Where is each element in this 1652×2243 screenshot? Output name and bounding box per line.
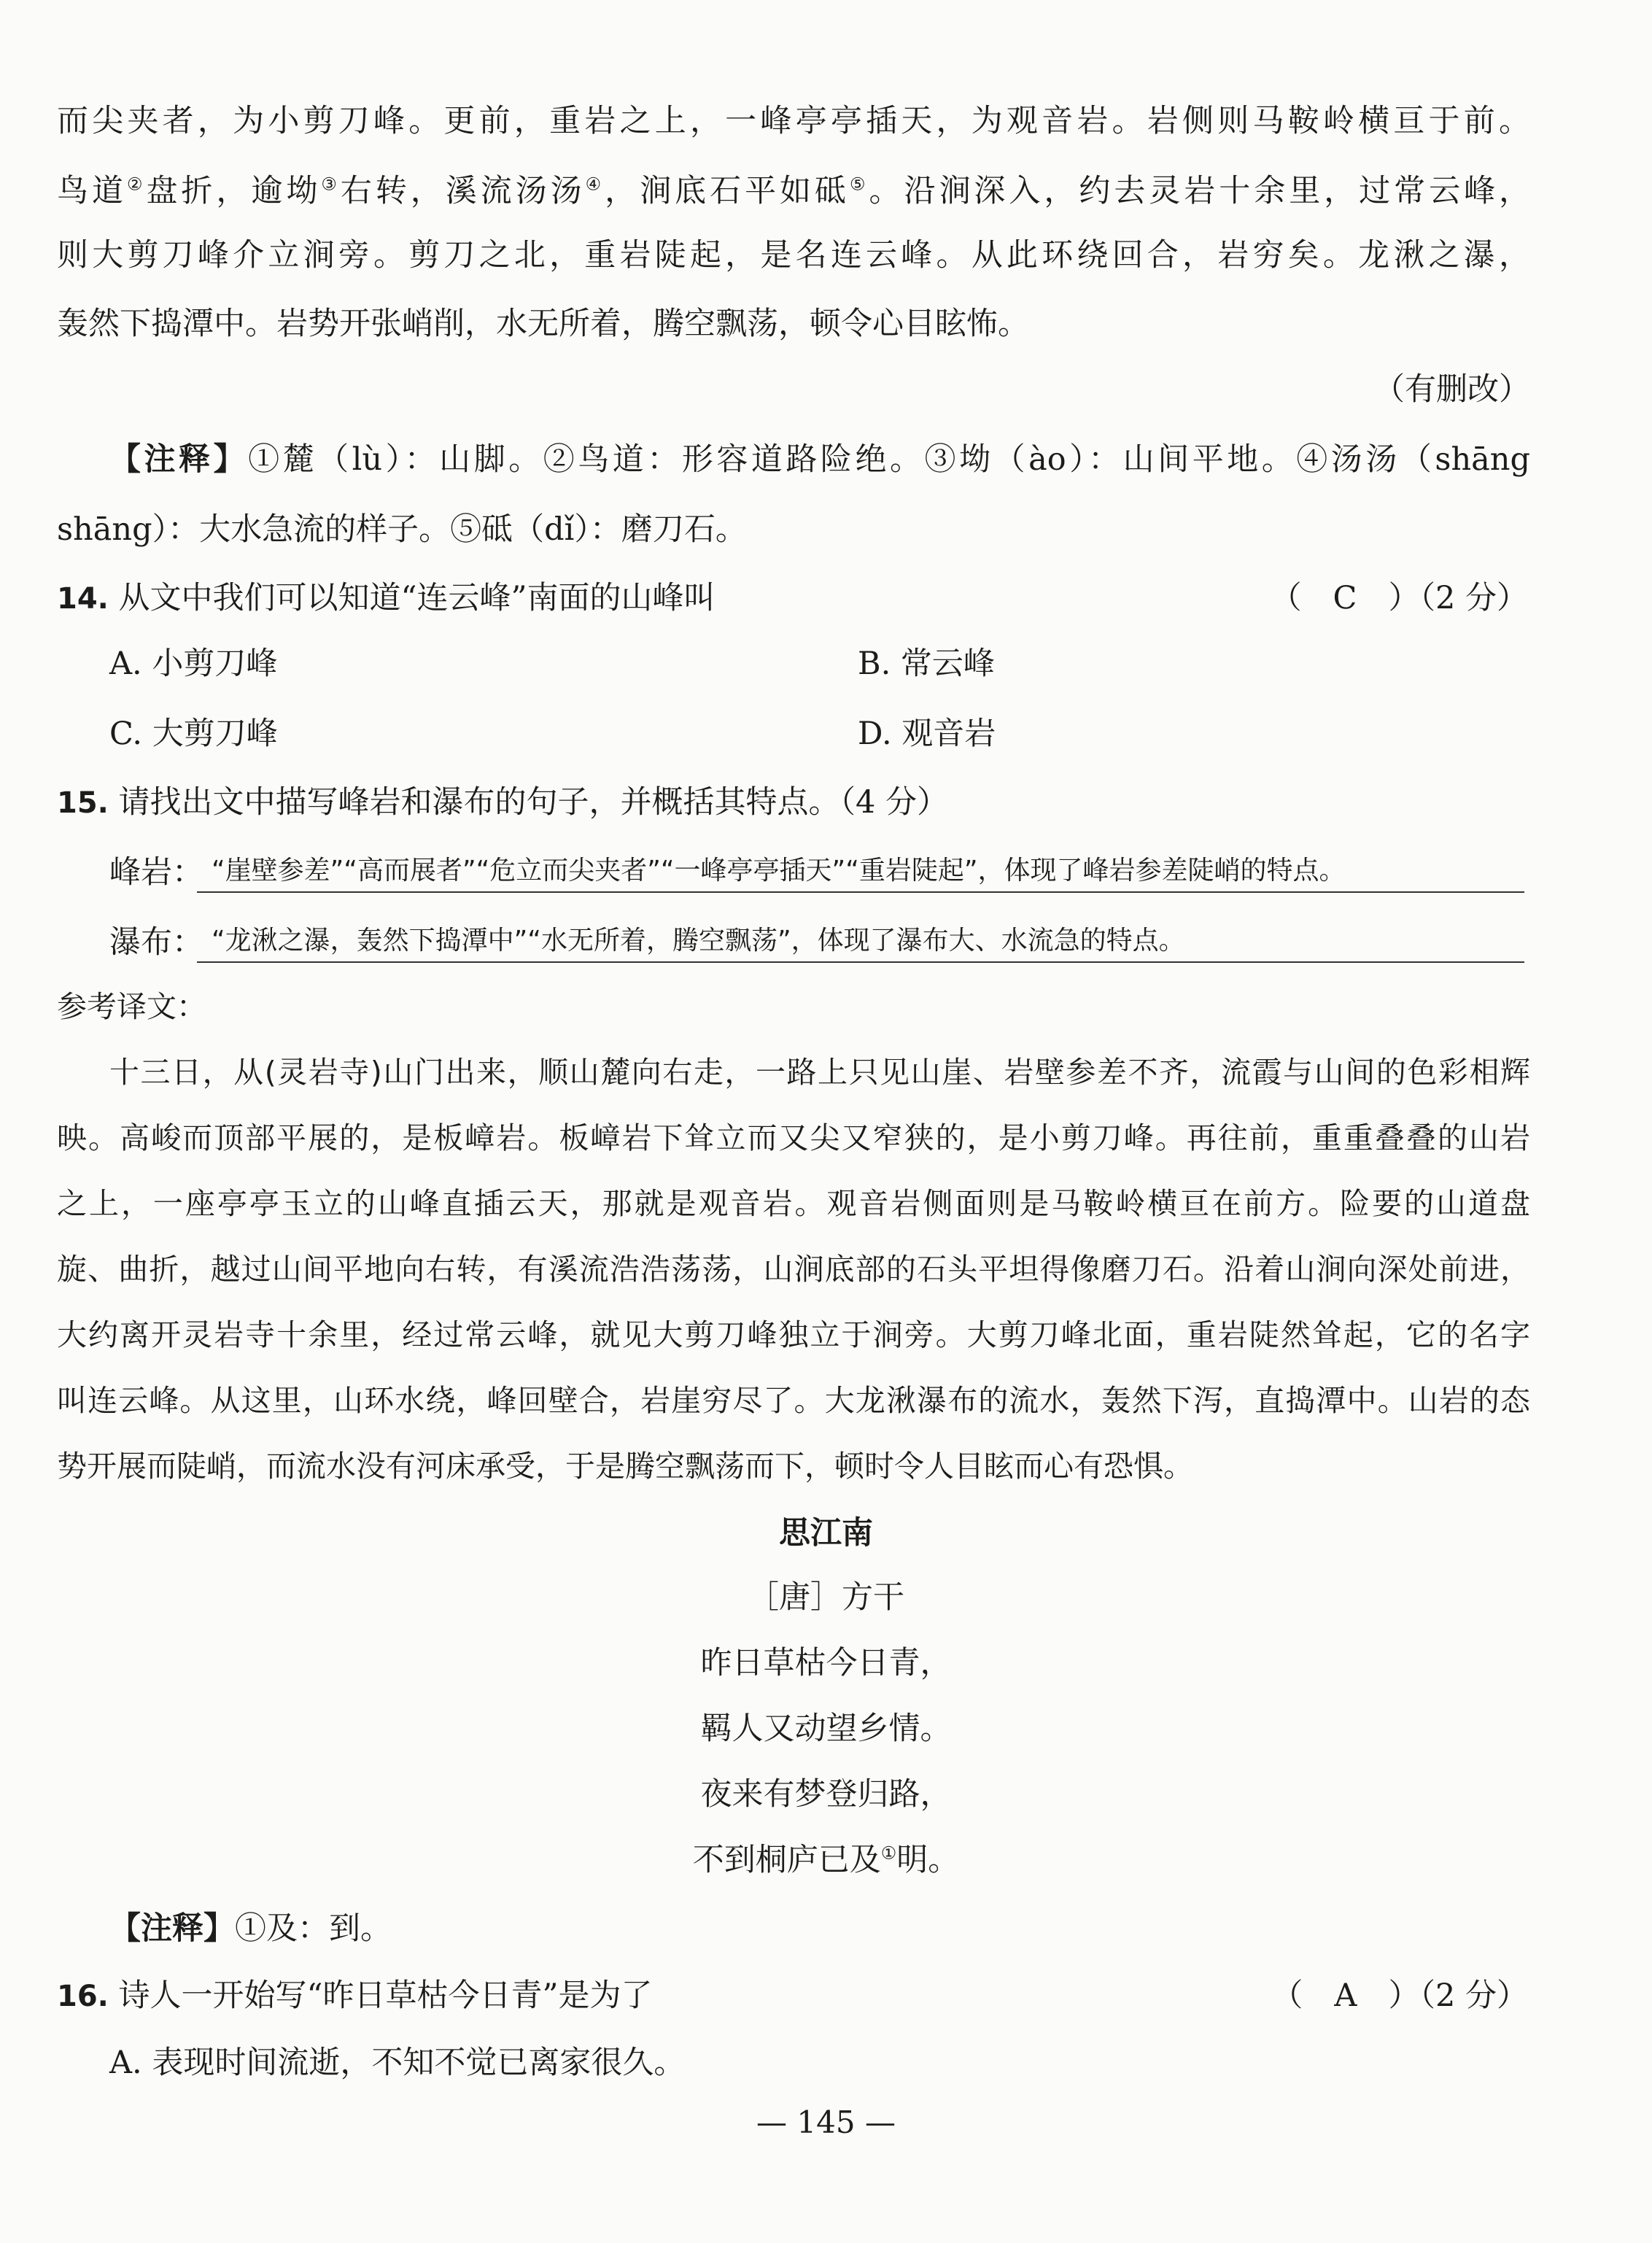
question-16-answer: （ A ）（2 分） <box>1271 1977 1528 2014</box>
question-15-answer-waterfall: “龙湫之瀑，轰然下捣潭中”“水无所着，腾空飘荡”，体现了瀑布大、水流急的特点。 <box>197 921 1524 963</box>
footnote-mark-4: ④ <box>585 174 605 195</box>
poem-notes-label: 【注释】 <box>109 1910 235 1947</box>
poem-notes-text: ①及：到。 <box>235 1910 392 1947</box>
passage-line-1: 而尖夹者，为小剪刀峰。更前，重岩之上，一峰亭亭插天，为观音岩。岩侧则马鞍岭横亘于前。 <box>57 103 1530 139</box>
question-15-number: 15. <box>57 786 109 820</box>
question-15-text: 请找出文中描写峰岩和瀑布的句子，并概括其特点。（4 分） <box>118 784 949 821</box>
poem-line-3: 夜来有梦登归路， <box>700 1776 952 1813</box>
notes-label: 【注释】 <box>109 441 249 478</box>
passage-line-3: 则大剪刀峰介立涧旁。剪刀之北，重岩陡起，是名连云峰。从此环绕回合，岩穷矣。龙湫之瀑， <box>57 237 1530 274</box>
poem-line-1: 昨日草枯今日青， <box>700 1645 952 1681</box>
translation-heading: 参考译文： <box>57 989 206 1024</box>
question-14-answer: （ C ）（2 分） <box>1270 580 1528 616</box>
page-footer <box>0 2101 1652 2145</box>
translation-line-1: 十三日，从(灵岩寺)山门出来，顺山麓向右走，一路上只见山崖、岩壁参差不齐，流霞与山间的色彩相辉 <box>109 1055 1530 1090</box>
question-14-number: 14. <box>57 582 109 616</box>
footnote-mark-5: ⑤ <box>850 174 869 195</box>
translation-line-3: 之上，一座亭亭玉立的山峰直插云天，那就是观音岩。观音岩侧面则是马鞍岭横亘在前方。险要的山道盘 <box>57 1186 1530 1221</box>
footer-dash-right: — <box>864 2104 896 2140</box>
poem-line-4-end: 明。 <box>896 1842 960 1878</box>
question-14-option-b: B. 常云峰 <box>858 646 995 682</box>
poem-title: 思江南 <box>779 1515 873 1551</box>
passage-line-2-seg-2: 盘折，逾坳 <box>146 173 322 209</box>
question-15-answer-row-2 <box>109 921 1185 964</box>
footnote-mark-2: ② <box>126 174 147 195</box>
question-14 <box>57 576 716 621</box>
translation-line-2: 映。高峻而顶部平展的，是板嶂岩。板嶂岩下耸立而又尖又窄狭的，是小剪刀峰。再往前，重重叠叠的山岩 <box>57 1120 1530 1155</box>
footer-dash-left: — <box>756 2104 788 2140</box>
question-16-number: 16. <box>57 1980 109 2013</box>
passage-line-2-seg-5: 。沿涧深入，约去灵岩十余里，过常云峰， <box>869 173 1531 209</box>
question-16-text: 诗人一开始写“昨日草枯今日青”是为了 <box>118 1977 653 2014</box>
question-14-option-a: A. 小剪刀峰 <box>109 646 278 682</box>
passage-line-4: 轰然下捣潭中。岩势开张峭削，水无所着，腾空飘荡，顿令心目眩怖。 <box>57 306 1029 342</box>
passage-notes-line-1 <box>109 438 1530 481</box>
poem-notes <box>109 1907 1583 1950</box>
poem-author: ［唐］方干 <box>748 1579 904 1616</box>
question-15-label-peaks: 峰岩： <box>109 854 203 891</box>
notes-text-1: ①麓（lù）：山脚。②鸟道：形容道路险绝。③坳（ào）：山间平地。④汤汤（shāng <box>248 441 1530 478</box>
translation-line-7: 势开展而陡峭，而流水没有河床承受，于是腾空飘荡而下，顿时令人目眩而心有恐惧。 <box>57 1449 1193 1484</box>
translation-line-4: 旋、曲折，越过山间平地向右转，有溪流浩浩荡荡，山涧底部的石头平坦得像磨刀石。沿着山涧向深处前进， <box>57 1252 1530 1287</box>
question-15-answer-peaks: “崖壁参差”“高而展者”“危立而尖夹者”“一峰亭亭插天”“重岩陡起”，体现了峰岩参差陡峭的特点。 <box>197 851 1524 893</box>
question-14-option-d: D. 观音岩 <box>858 716 996 752</box>
passage-line-2-seg-4: ，涧底石平如砥 <box>605 173 850 209</box>
poem-line-4 <box>0 1838 1652 1882</box>
passage-notes-line-2: shāng）：大水急流的样子。⑤砥（dǐ）：磨刀石。 <box>57 511 747 548</box>
question-16 <box>57 1974 653 2018</box>
poem-line-4-text: 不到桐庐已及 <box>692 1842 881 1878</box>
question-14-option-c: C. 大剪刀峰 <box>109 716 278 752</box>
page-number: 145 <box>796 2104 856 2140</box>
question-15-answer-row-1 <box>109 851 1346 894</box>
question-15 <box>57 780 948 825</box>
poem-footnote-mark: ① <box>880 1843 897 1864</box>
source-note: （有删改） <box>1373 371 1530 408</box>
question-16-option-a: A. 表现时间流逝，不知不觉已离家很久。 <box>109 2045 686 2081</box>
footnote-mark-3: ③ <box>321 174 341 195</box>
poem-line-2: 羁人又动望乡情。 <box>700 1711 952 1747</box>
translation-line-6: 叫连云峰。从这里，山环水绕，峰回壁合，岩崖穷尽了。大龙湫瀑布的流水，轰然下泻，直捣潭中。山岩的态 <box>57 1383 1530 1418</box>
passage-line-2 <box>57 169 1530 213</box>
question-14-text: 从文中我们可以知道“连云峰”南面的山峰叫 <box>118 580 716 616</box>
passage-line-2-seg-1: 鸟道 <box>57 173 127 209</box>
question-15-label-waterfall: 瀑布： <box>109 924 203 961</box>
passage-line-2-seg-3: 右转，溪流汤汤 <box>340 173 586 209</box>
translation-line-5: 大约离开灵岩寺十余里，经过常云峰，就见大剪刀峰独立于涧旁。大剪刀峰北面，重岩陡然耸起，它的名字 <box>57 1317 1530 1352</box>
